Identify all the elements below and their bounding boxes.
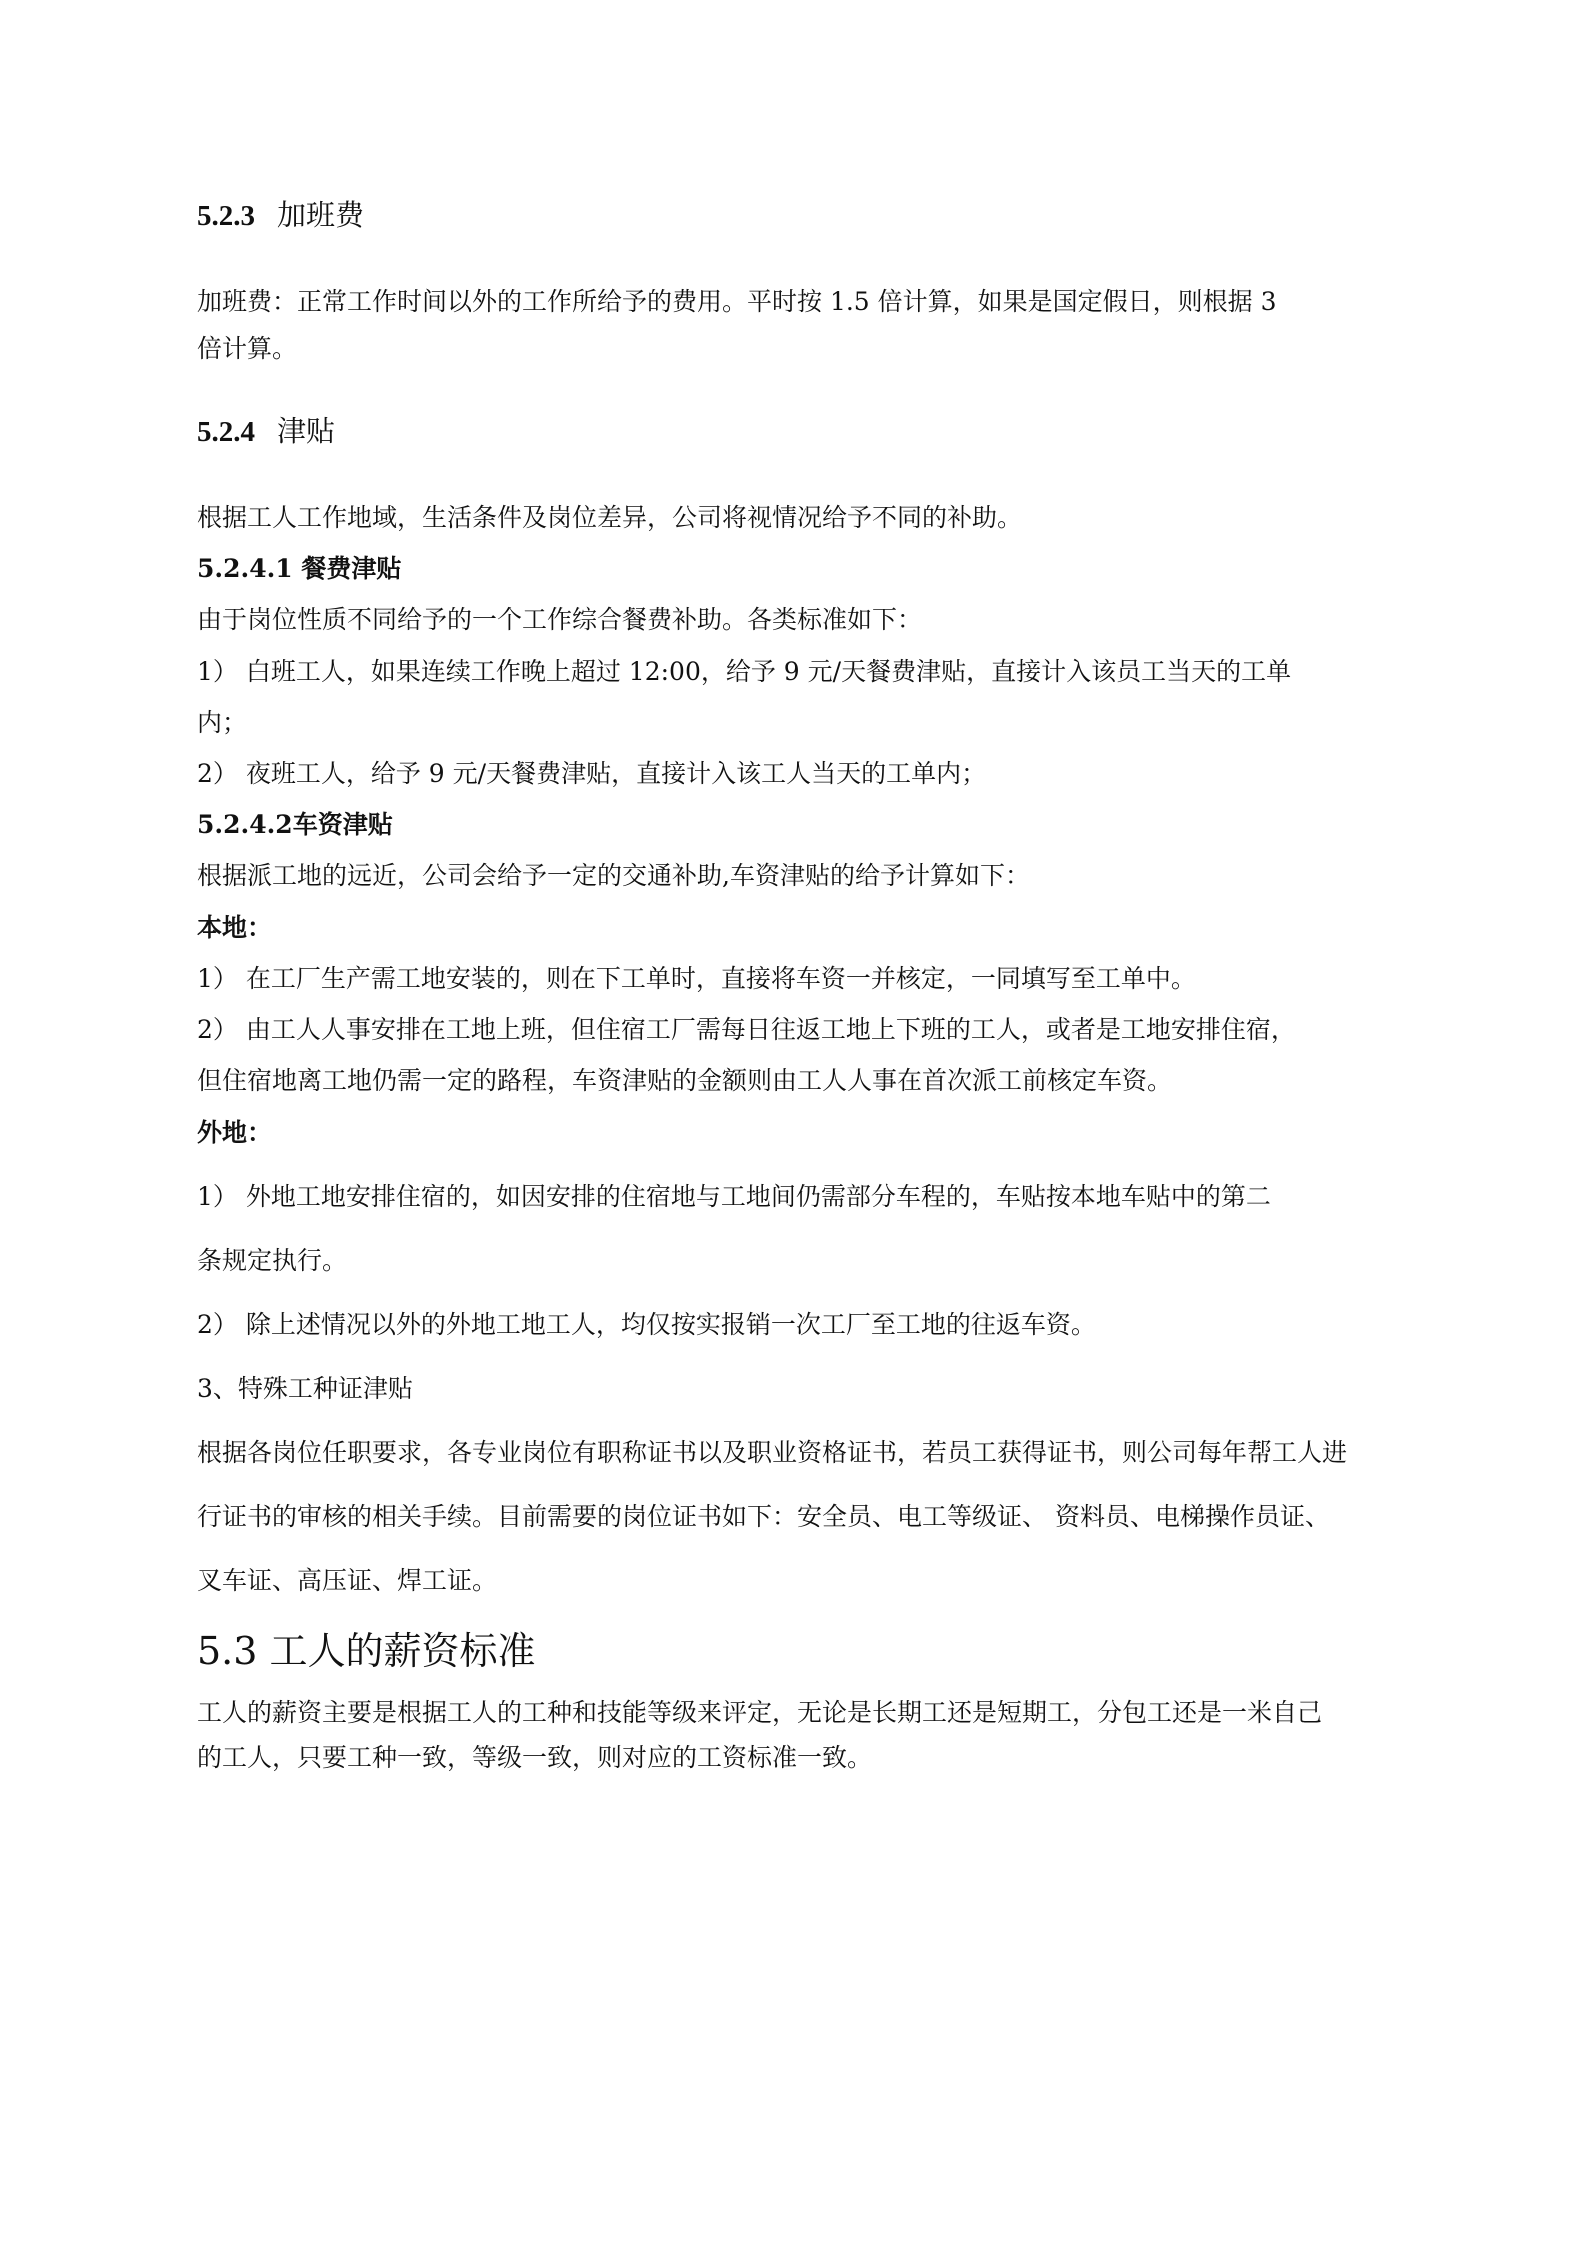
heading-5-2-4 xyxy=(197,414,335,449)
paragraph-line: 由于岗位性质不同给予的一个工作综合餐费补助。各类标准如下： xyxy=(197,605,923,634)
paragraph-line: 工人的薪资主要是根据工人的工种和技能等级来评定，无论是长期工还是短期工，分包工还是一米自己 xyxy=(197,1698,1323,1727)
subheading-meal-allowance: 5.2.4.1 餐费津贴 xyxy=(197,554,402,583)
heading-title: 加班费 xyxy=(277,198,365,232)
paragraph-line: 根据各岗位任职要求，各专业岗位有职称证书以及职业资格证书，若员工获得证书，则公司每年帮工人进 xyxy=(197,1438,1348,1467)
list-item: 2） 除上述情况以外的外地工地工人，均仅按实报销一次工厂至工地的往返车资。 xyxy=(197,1310,1096,1339)
label-local: 本地： xyxy=(197,913,273,942)
list-item-continuation: 条规定执行。 xyxy=(197,1246,348,1275)
list-item: 1） 外地工地安排住宿的，如因安排的住宿地与工地间仍需部分车程的，车贴按本地车贴中的第二 xyxy=(197,1182,1271,1211)
paragraph-line: 叉车证、高压证、焊工证。 xyxy=(197,1566,498,1595)
paragraph-line: 倍计算。 xyxy=(197,334,298,363)
list-item: 2） 夜班工人，给予 9 元/天餐费津贴，直接计入该工人当天的工单内； xyxy=(197,759,987,788)
paragraph-line: 加班费：正常工作时间以外的工作所给予的费用。平时按 1.5 倍计算，如果是国定假日，则根据 3 xyxy=(197,287,1277,316)
heading-number: 5.2.3 xyxy=(197,200,255,232)
paragraph-line: 行证书的审核的相关手续。目前需要的岗位证书如下：安全员、电工等级证、 资料员、电梯操作员证、 xyxy=(197,1502,1330,1531)
heading-title: 津贴 xyxy=(277,414,336,448)
list-item: 1） 白班工人，如果连续工作晚上超过 12:00，给予 9 元/天餐费津贴，直接计入该员工当天的工单 xyxy=(197,657,1292,686)
subheading-transport-allowance: 5.2.4.2车资津贴 xyxy=(197,810,393,839)
heading-5-3: 5.3 工人的薪资标准 xyxy=(197,1629,536,1673)
label-remote: 外地： xyxy=(197,1118,273,1147)
paragraph-line: 的工人，只要工种一致，等级一致，则对应的工资标准一致。 xyxy=(197,1743,873,1772)
heading-number: 5.2.4 xyxy=(197,416,255,448)
paragraph-line: 根据工人工作地域，生活条件及岗位差异，公司将视情况给予不同的补助。 xyxy=(197,503,1023,532)
list-item-continuation: 内； xyxy=(197,708,248,737)
list-item: 2） 由工人人事安排在工地上班，但住宿工厂需每日往返工地上下班的工人，或者是工地安排住宿， xyxy=(197,1015,1296,1044)
heading-5-2-3 xyxy=(197,198,364,233)
list-item: 1） 在工厂生产需工地安装的，则在下工单时，直接将车资一并核定，一同填写至工单中。 xyxy=(197,964,1196,993)
subheading-certificate-allowance: 3、特殊工种证津贴 xyxy=(197,1374,413,1403)
list-item-continuation: 但住宿地离工地仍需一定的路程，车资津贴的金额则由工人人事在首次派工前核定车资。 xyxy=(197,1066,1173,1095)
paragraph-line: 根据派工地的远近，公司会给予一定的交通补助,车资津贴的给予计算如下： xyxy=(197,861,1030,890)
